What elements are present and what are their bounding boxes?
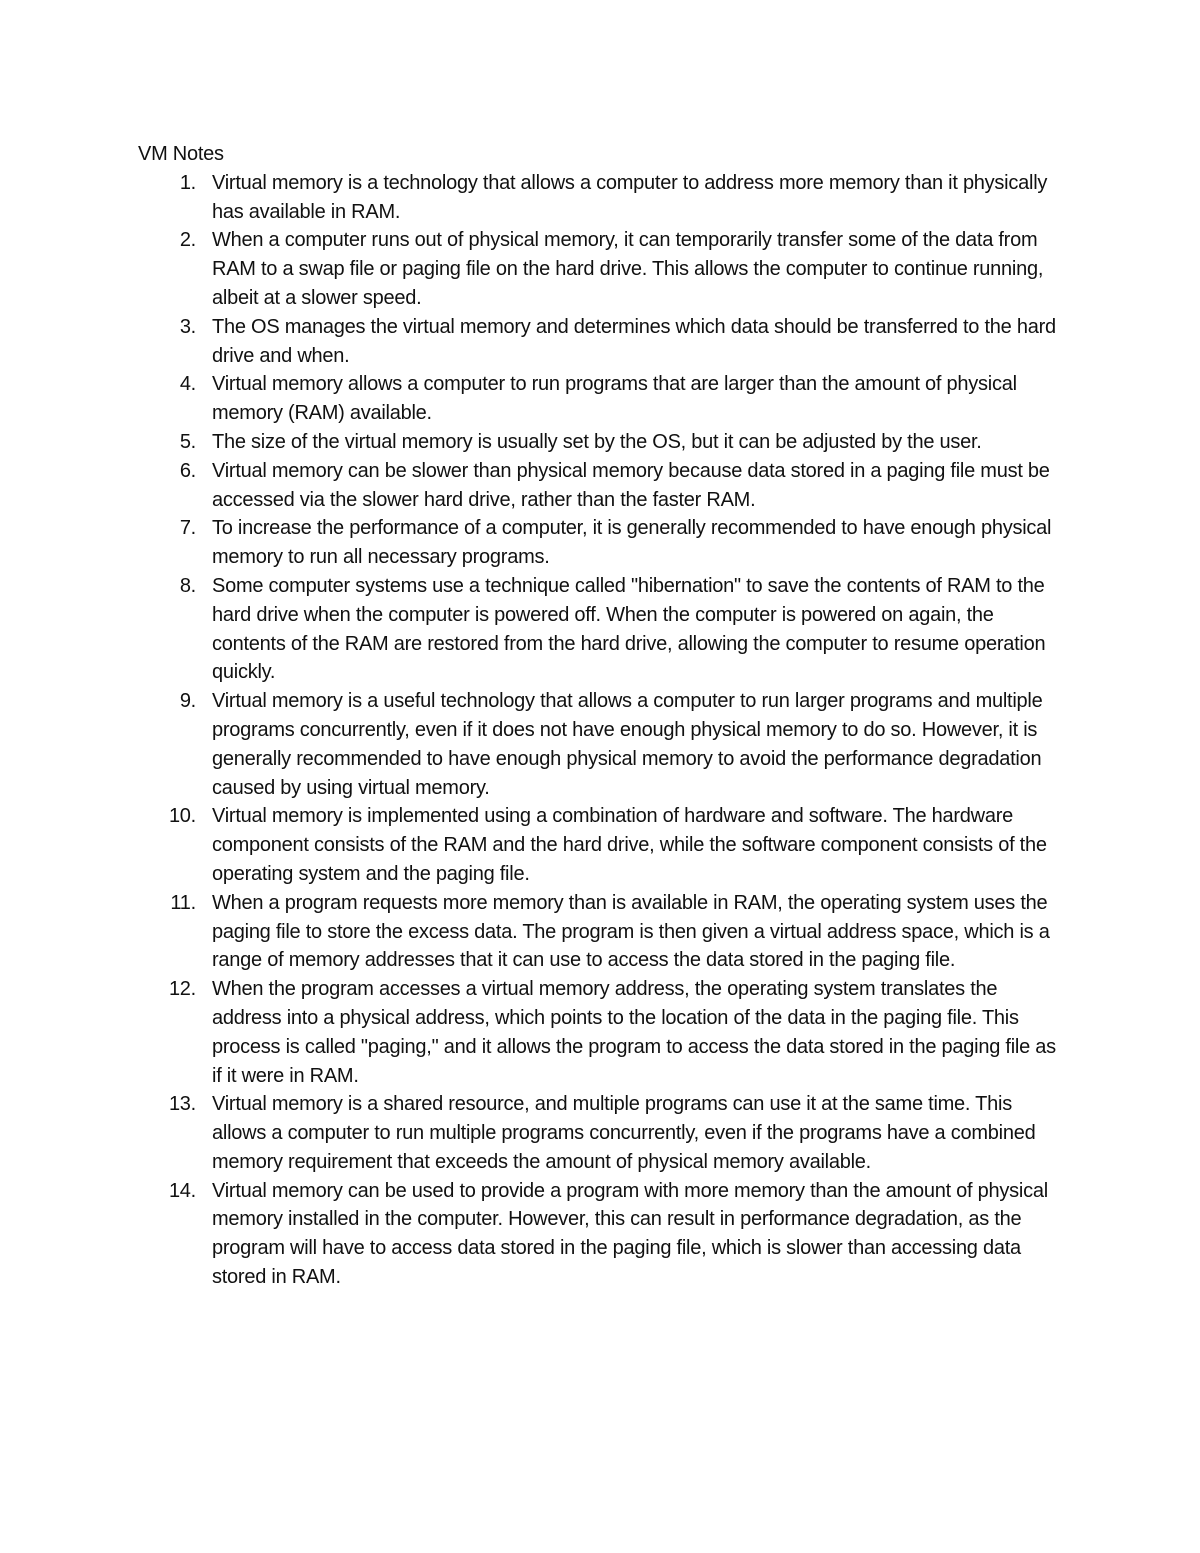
note-number: 4. xyxy=(179,373,196,396)
note-number: 9. xyxy=(179,690,196,713)
note-item-11 xyxy=(138,889,1068,975)
note-item-5 xyxy=(138,428,1068,457)
document-title: VM Notes xyxy=(138,143,224,165)
note-text: The size of the virtual memory is usually set by the OS, but it can be adjusted by the user. xyxy=(212,430,982,453)
note-item-2 xyxy=(138,226,1068,312)
note-number: 8. xyxy=(179,574,196,597)
note-number: 2. xyxy=(179,229,196,252)
note-text: Some computer systems use a technique called "hibernation" to save the contents of RAM to the hard drive when the computer is powered off. When the computer is powered on again, the contents of the RAM are restored from the hard drive, allowing the computer to resume operation quickly. xyxy=(212,574,1046,684)
notes-list xyxy=(138,169,1068,1292)
note-text: Virtual memory is a technology that allows a computer to address more memory than it physically has available in RAM. xyxy=(212,171,1048,223)
note-text: When a computer runs out of physical memory, it can temporarily transfer some of the data from RAM to a swap file or paging file on the hard drive. This allows the computer to continue running, albeit at a slower speed. xyxy=(212,229,1044,309)
note-text: Virtual memory is a useful technology that allows a computer to run larger programs and multiple programs concurrently, even if it does not have enough physical memory to do so. However, it is generally recommended to have enough physical memory to avoid the performance degradation caused by using virtual memory. xyxy=(212,690,1043,799)
note-item-10 xyxy=(138,802,1068,888)
note-text: Virtual memory allows a computer to run programs that are larger than the amount of physical memory (RAM) available. xyxy=(212,373,1017,425)
note-item-13 xyxy=(138,1090,1068,1176)
note-number: 6. xyxy=(179,459,196,482)
note-item-7 xyxy=(138,514,1068,572)
note-number: 10. xyxy=(168,805,196,828)
note-item-6 xyxy=(138,457,1068,515)
note-item-4 xyxy=(138,370,1068,428)
note-number: 14. xyxy=(168,1179,196,1202)
note-text: Virtual memory can be slower than physical memory because data stored in a paging file must be accessed via the slower hard drive, rather than the faster RAM. xyxy=(212,459,1050,511)
note-text: To increase the performance of a computer, it is generally recommended to have enough physical memory to run all necessary programs. xyxy=(212,517,1052,569)
note-number: 7. xyxy=(179,517,196,540)
note-text: When the program accesses a virtual memory address, the operating system translates the address into a physical address, which points to the location of the data in the paging file. This process is called "paging," and it allows the program to access the data stored in the paging file as if it were in RAM. xyxy=(212,978,1056,1087)
note-text: When a program requests more memory than is available in RAM, the operating system uses the paging file to store the excess data. The program is then given a virtual address space, which is a range of memory addresses that it can use to access the data stored in the paging file. xyxy=(212,891,1050,972)
note-item-12 xyxy=(138,975,1068,1090)
note-item-1 xyxy=(138,169,1068,227)
note-text: The OS manages the virtual memory and determines which data should be transferred to the hard drive and when. xyxy=(212,315,1056,367)
note-text: Virtual memory is implemented using a combination of hardware and software. The hardware component consists of the RAM and the hard drive, while the software component consists of the operating system and the paging file. xyxy=(212,805,1047,885)
note-number: 3. xyxy=(179,315,196,338)
note-number: 1. xyxy=(179,171,196,194)
note-text: Virtual memory is a shared resource, and multiple programs can use it at the same time. This allows a computer to run multiple programs concurrently, even if the programs have a combined memory requirement that exceeds the amount of physical memory available. xyxy=(212,1093,1036,1173)
note-number: 5. xyxy=(179,430,196,453)
note-item-8 xyxy=(138,572,1068,687)
note-item-14 xyxy=(138,1177,1068,1292)
note-text: Virtual memory can be used to provide a program with more memory than the amount of physical memory installed in the computer. However, this can result in performance degradation, as the program will have to access data stored in the paging file, which is slower than accessing data stored in RAM. xyxy=(212,1179,1048,1289)
note-number: 11. xyxy=(170,891,196,914)
note-number: 13. xyxy=(168,1093,196,1116)
note-number: 12. xyxy=(168,978,196,1001)
note-item-3 xyxy=(138,313,1068,371)
note-item-9 xyxy=(138,687,1068,802)
document-body xyxy=(138,140,1068,1292)
